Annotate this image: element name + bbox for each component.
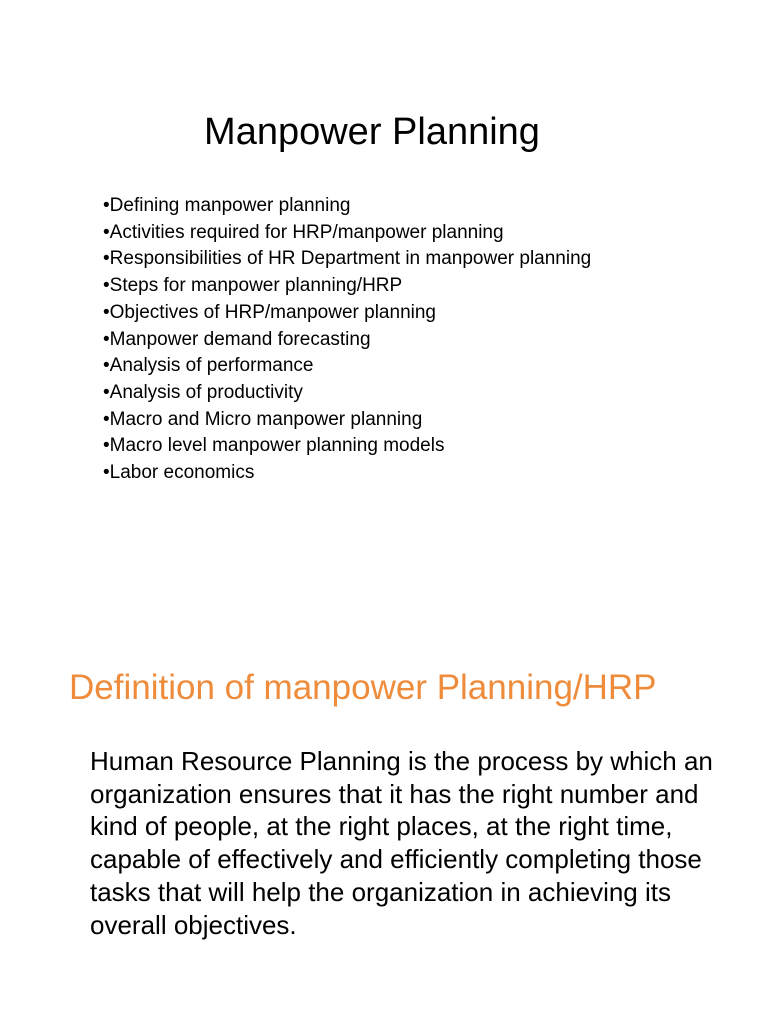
list-item-text: Steps for manpower planning/HRP — [109, 275, 403, 297]
list-item-text: Activities required for HRP/manpower planning — [109, 221, 504, 243]
bullet-marker: • — [103, 408, 110, 430]
bullet-marker: • — [103, 381, 110, 403]
bullet-marker: • — [103, 301, 110, 323]
slide-definition — [0, 600, 768, 1024]
list-item-text: Responsibilities of HR Department in manpower planning — [109, 248, 592, 270]
list-item — [103, 433, 591, 460]
list-item — [103, 220, 591, 247]
list-item-text: Objectives of HRP/manpower planning — [109, 301, 436, 323]
definition-paragraph: Human Resource Planning is the process by which an organization ensures that it has the right number and kind of people, at the right places, at the right time, capable of effectively and efficiently completing those tasks that will help the organization in achieving its overall objectives. — [90, 746, 713, 940]
list-item — [103, 460, 591, 487]
list-item-text: Macro level manpower planning models — [109, 435, 445, 457]
section-heading: Definition of manpower Planning/HRP — [69, 668, 657, 707]
list-item-text: Labor economics — [109, 462, 255, 484]
list-item — [103, 327, 591, 354]
bullet-marker: • — [103, 195, 110, 216]
list-item — [103, 353, 591, 380]
list-item — [103, 246, 591, 273]
bullet-marker: • — [103, 275, 110, 297]
slide-title: Manpower Planning — [204, 111, 540, 153]
bullet-marker: • — [103, 462, 110, 484]
bullet-marker: • — [103, 435, 110, 457]
list-item-text: Manpower demand forecasting — [109, 328, 371, 350]
list-item-text: Macro and Micro manpower planning — [109, 408, 423, 430]
bullet-marker: • — [103, 248, 110, 270]
list-item — [103, 380, 591, 407]
list-item-text: Defining manpower planning — [109, 195, 351, 216]
bullet-marker: • — [103, 355, 110, 377]
list-item — [103, 273, 591, 300]
list-item — [103, 193, 591, 220]
topic-list — [103, 193, 591, 487]
list-item-text: Analysis of performance — [109, 355, 314, 377]
list-item — [103, 300, 591, 327]
bullet-marker: • — [103, 221, 110, 243]
list-item — [103, 407, 591, 434]
list-item-text: Analysis of productivity — [109, 381, 303, 403]
bullet-marker: • — [103, 328, 110, 350]
